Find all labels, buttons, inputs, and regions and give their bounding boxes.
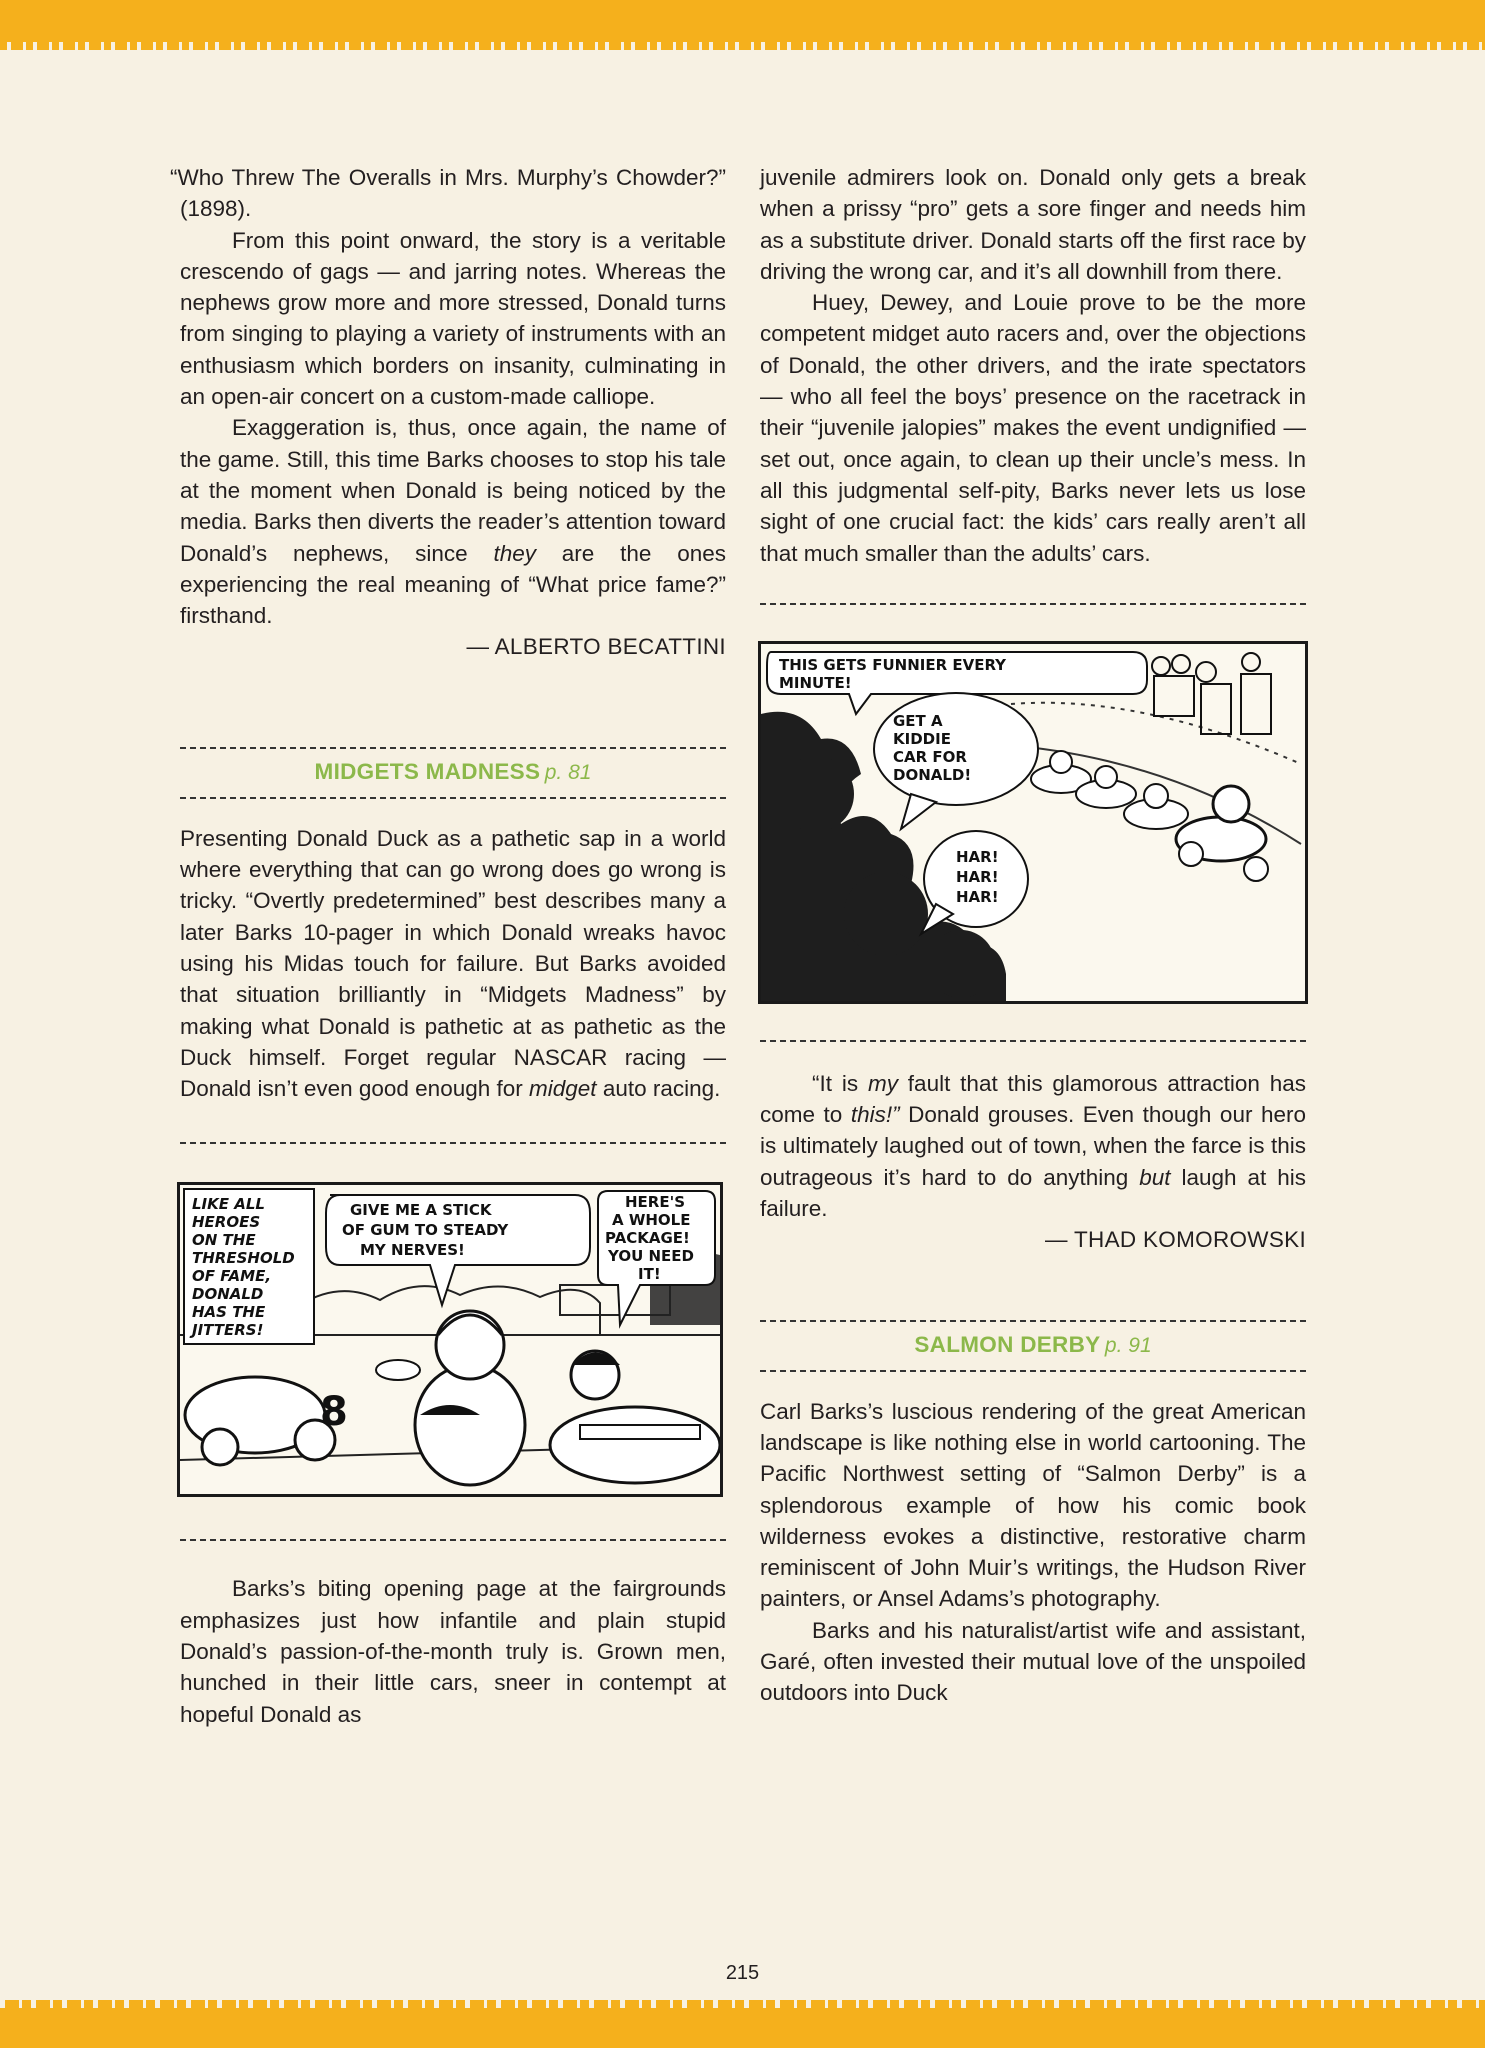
section-page-ref: p. 91 bbox=[1104, 1333, 1152, 1357]
page-number: 215 bbox=[725, 1962, 760, 1984]
right-paragraph-3: “It is my fault that this glamorous attraction has come to this!” Donald grouses. Even though our hero is ultimately laughed out of town, when the farce is this outrageous it’s hard to do anything but laugh at his failure. bbox=[760, 1070, 1306, 1222]
svg-text:HAS THE: HAS THE bbox=[192, 1303, 266, 1322]
svg-text:HEROES: HEROES bbox=[192, 1213, 261, 1232]
left-column bbox=[170, 162, 726, 1730]
svg-text:THIS GETS FUNNIER EVERY: THIS GETS FUNNIER EVERY bbox=[779, 655, 1007, 674]
svg-text:ON THE: ON THE bbox=[192, 1231, 256, 1250]
intro-paragraph-2: From this point onward, the story is a veritable crescendo of gags — and jarring notes. Whereas the nephews grow more and more stressed, Donald turns from singing to playing a variety of instruments with an enthusiasm which borders on insanity, culminating in an open-air concert on a custom-made calliope. bbox=[180, 227, 726, 410]
svg-text:KIDDIE: KIDDIE bbox=[893, 729, 951, 748]
section-heading-midgets bbox=[180, 749, 726, 797]
svg-text:DONALD!: DONALD! bbox=[893, 765, 972, 784]
section-page-ref: p. 81 bbox=[544, 760, 592, 784]
top-decorative-band bbox=[0, 0, 1485, 42]
svg-text:GET A: GET A bbox=[893, 711, 943, 730]
right-column bbox=[760, 162, 1306, 1709]
svg-text:OF GUM TO STEADY: OF GUM TO STEADY bbox=[342, 1221, 509, 1240]
salmon-paragraph-2: Barks and his naturalist/artist wife and assistant, Garé, often invested their mutual love of the unspoiled outdoors into Duck bbox=[760, 1617, 1306, 1706]
right-paragraph-2: Huey, Dewey, and Louie prove to be the more competent midget auto racers and, over the objections of Donald, the other drivers, and the irate spectators — who all feel the boys’ presence on the racetrack in their “juvenile jalopies” makes the event undignified — set out, once again, to clean up their uncle’s mess. In all this judgmental self-pity, Barks never lets us lose sight of one crucial fact: the kids’ cars really aren’t all that much smaller than the adults’ cars. bbox=[760, 290, 1306, 566]
speech-bubble-har bbox=[956, 848, 999, 906]
svg-text:PACKAGE!: PACKAGE! bbox=[605, 1229, 690, 1248]
svg-text:IT!: IT! bbox=[638, 1265, 661, 1284]
right-paragraph-1: juvenile admirers look on. Donald only gets a break when a prissy “pro” gets a sore finger and needs him as a substitute driver. Donald starts off the first race by driving the wrong car, and it’s all downhill from there. bbox=[760, 165, 1306, 284]
svg-text:MY NERVES!: MY NERVES! bbox=[360, 1241, 465, 1260]
svg-text:THRESHOLD: THRESHOLD bbox=[192, 1249, 295, 1268]
svg-text:YOU NEED: YOU NEED bbox=[608, 1247, 694, 1266]
section-heading-salmon bbox=[760, 1322, 1306, 1370]
svg-text:HERE'S: HERE'S bbox=[625, 1193, 685, 1212]
section-title: SALMON DERBY bbox=[914, 1331, 1101, 1357]
section-title: MIDGETS MADNESS bbox=[314, 758, 541, 784]
svg-text:A WHOLE: A WHOLE bbox=[612, 1211, 691, 1230]
credit-becattini: — ALBERTO BECATTINI bbox=[466, 634, 726, 660]
svg-text:MINUTE!: MINUTE! bbox=[779, 673, 852, 692]
intro-paragraph-3: Exaggeration is, thus, once again, the name of the game. Still, this time Barks chooses to stop his tale at the moment when Donald is being noticed by the media. Barks then diverts the reader’s attention toward Donald’s nephews, since they are the ones experiencing the real meaning of “What price fame?” firsthand. bbox=[180, 415, 726, 629]
svg-text:DONALD: DONALD bbox=[192, 1285, 264, 1304]
salmon-paragraph-1: Carl Barks’s luscious rendering of the great American landscape is like nothing else in world cartooning. The Pacific Northwest setting of “Salmon Derby” is a splendorous example of how his comic book wilderness evokes a distinctive, restorative charm reminiscent of John Muir’s writings, the Hudson River painters, or Ansel Adams’s photography. bbox=[760, 1398, 1306, 1612]
comic-panel-kiddie-car bbox=[758, 641, 1308, 1004]
svg-text:HAR!: HAR! bbox=[956, 847, 999, 866]
svg-text:HAR!: HAR! bbox=[956, 867, 999, 886]
svg-text:HAR!: HAR! bbox=[956, 887, 999, 906]
svg-text:8: 8 bbox=[320, 1389, 348, 1436]
svg-text:LIKE ALL: LIKE ALL bbox=[192, 1195, 265, 1214]
credit-komorowski: — THAD KOMOROWSKI bbox=[1045, 1227, 1306, 1253]
midgets-paragraph-2: Barks’s biting opening page at the fairgrounds emphasizes just how infantile and plain stupid Donald’s passion-of-the-month truly is. Grown men, hunched in their little cars, sneer in contempt at hopeful Donald as bbox=[180, 1576, 726, 1727]
comic-panel-racetrack-jitters bbox=[177, 1182, 723, 1497]
svg-text:OF FAME,: OF FAME, bbox=[192, 1267, 272, 1286]
svg-text:GIVE ME A STICK: GIVE ME A STICK bbox=[350, 1201, 492, 1220]
svg-text:CAR FOR: CAR FOR bbox=[893, 747, 967, 766]
intro-paragraph-1: “Who Threw The Overalls in Mrs. Murphy’s Chowder?” (1898). bbox=[170, 165, 726, 222]
midgets-paragraph-1: Presenting Donald Duck as a pathetic sap in a world where everything that can go wrong does go wrong is tricky. “Overtly predetermined” best describes many a later Barks 10-pager in which Donald wreaks havoc using his Midas touch for failure. But Barks avoided that situation brilliantly in “Midgets Madness” by making what Donald is pathetic at as pathetic as the Duck himself. Forget regular NASCAR racing — Donald isn’t even good enough for midget auto racing. bbox=[180, 825, 726, 1102]
svg-text:JITTERS!: JITTERS! bbox=[192, 1321, 264, 1340]
bottom-decorative-band bbox=[0, 2008, 1485, 2048]
